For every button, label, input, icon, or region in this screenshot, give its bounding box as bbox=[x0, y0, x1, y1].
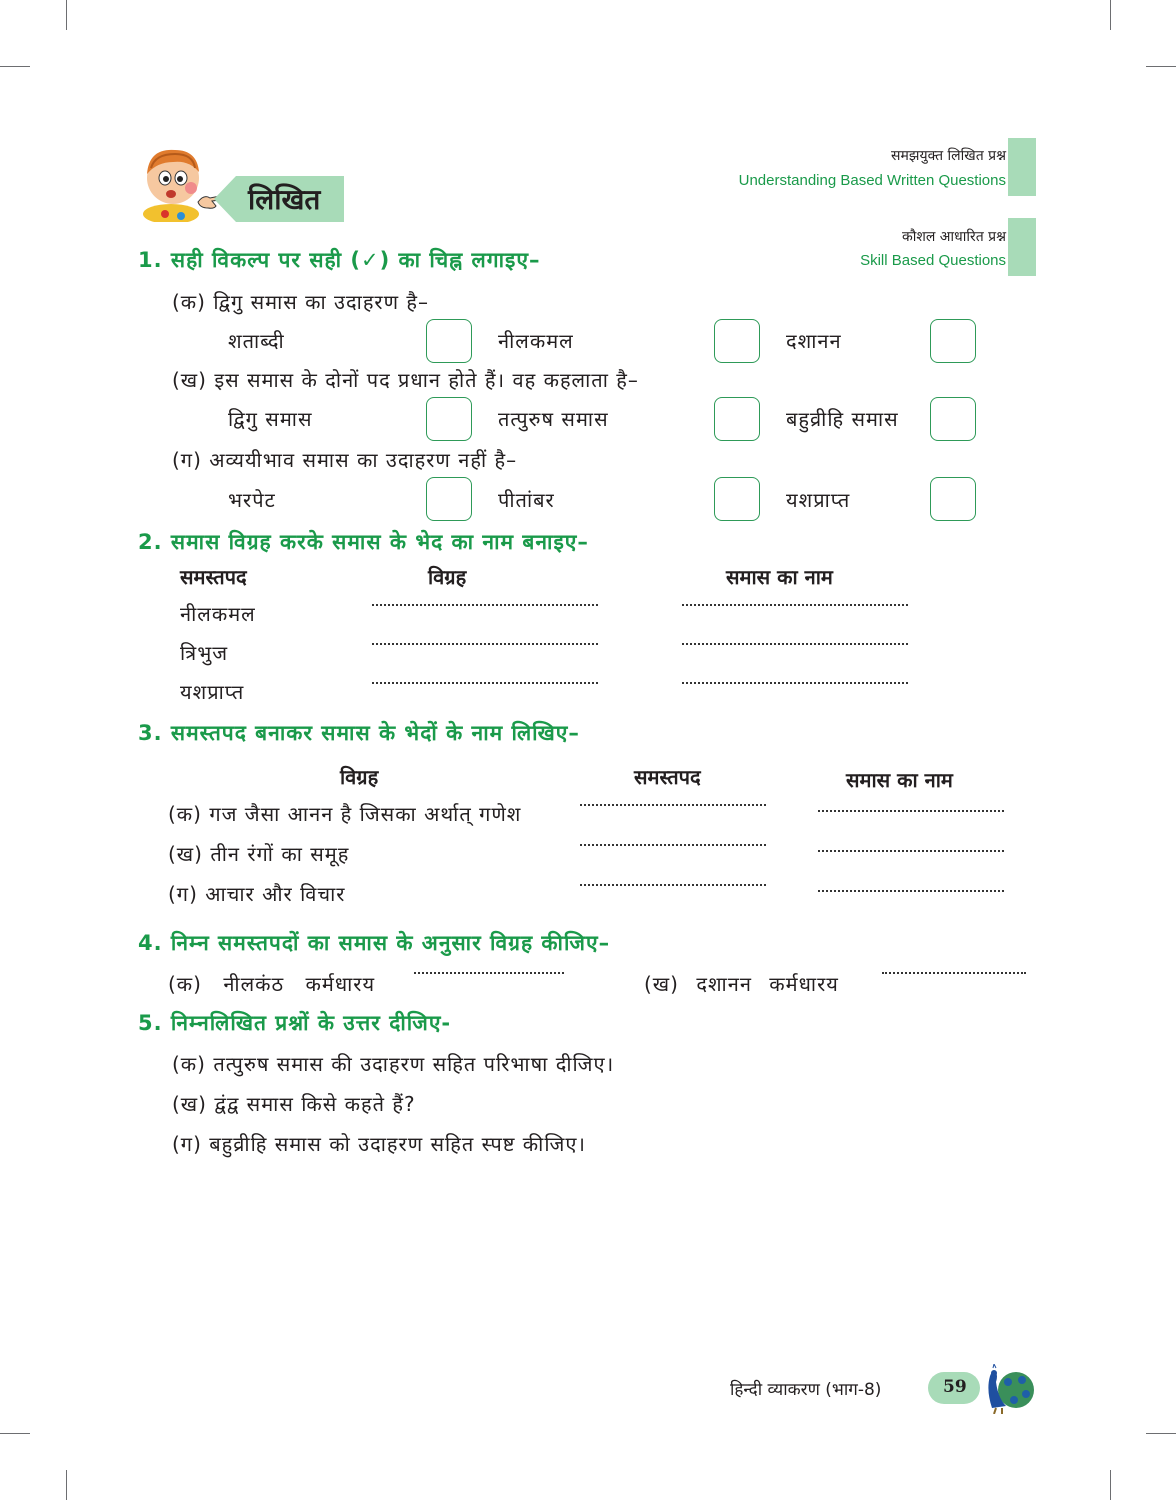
column-header: विग्रह bbox=[428, 565, 467, 589]
crop-mark bbox=[1110, 0, 1111, 30]
page-number: 59 bbox=[943, 1377, 967, 1397]
answer-blank[interactable] bbox=[682, 643, 908, 645]
table-row-phrase: (क) गज जैसा आनन है जिसका अर्थात् गणेश bbox=[168, 802, 522, 826]
answer-blank[interactable] bbox=[882, 972, 1026, 974]
answer-checkbox[interactable] bbox=[714, 477, 760, 521]
q4b-item: (ख) दशानन कर्मधारय bbox=[644, 972, 839, 996]
question-5-title: 5. निम्नलिखित प्रश्नों के उत्तर दीजिए- bbox=[138, 1011, 452, 1035]
crop-mark bbox=[0, 1433, 30, 1434]
crop-mark bbox=[66, 1470, 67, 1500]
tag-bar bbox=[1008, 138, 1036, 196]
answer-checkbox[interactable] bbox=[930, 477, 976, 521]
answer-blank[interactable] bbox=[372, 682, 598, 684]
peacock-icon bbox=[978, 1364, 1036, 1418]
answer-checkbox[interactable] bbox=[426, 397, 472, 441]
answer-blank[interactable] bbox=[682, 604, 908, 606]
crop-mark bbox=[0, 66, 30, 67]
option-label: द्विगु समास bbox=[228, 407, 313, 431]
question-1-title: 1. सही विकल्प पर सही (✓) का चिह्न लगाइए– bbox=[138, 248, 541, 272]
answer-blank[interactable] bbox=[682, 682, 908, 684]
tag-bar bbox=[1008, 218, 1036, 276]
answer-blank[interactable] bbox=[580, 884, 766, 886]
tag-skill-english: Skill Based Questions bbox=[860, 252, 1006, 269]
answer-checkbox[interactable] bbox=[714, 319, 760, 363]
crop-mark bbox=[1146, 66, 1176, 67]
section-title-banner bbox=[214, 176, 344, 222]
answer-blank[interactable] bbox=[372, 643, 598, 645]
option-label: शताब्दी bbox=[228, 329, 285, 353]
book-title: हिन्दी व्याकरण (भाग-8) bbox=[730, 1380, 882, 1400]
answer-checkbox[interactable] bbox=[930, 397, 976, 441]
table-row-word: नीलकमल bbox=[180, 602, 256, 626]
column-header: समस्तपद bbox=[634, 765, 701, 789]
q1c-label: (ग) अव्ययीभाव समास का उदाहरण नहीं है– bbox=[172, 448, 518, 472]
tag-understanding-hindi: समझयुक्त लिखित प्रश्न bbox=[891, 148, 1006, 164]
option-label: दशानन bbox=[786, 329, 842, 353]
table-row-word: यशप्राप्त bbox=[180, 680, 245, 704]
tag-skill-hindi: कौशल आधारित प्रश्न bbox=[901, 229, 1006, 245]
option-label: यशप्राप्त bbox=[786, 488, 851, 512]
option-label: पीतांबर bbox=[498, 488, 555, 512]
q4a-item: (क) नीलकंठ कर्मधारय bbox=[168, 972, 376, 996]
option-label: नीलकमल bbox=[498, 329, 574, 353]
q5-item: (ख) द्वंद्व समास किसे कहते हैं? bbox=[172, 1092, 416, 1116]
tag-understanding-english: Understanding Based Written Questions bbox=[738, 172, 1006, 189]
table-row-word: त्रिभुज bbox=[180, 641, 229, 665]
answer-blank[interactable] bbox=[580, 804, 766, 806]
q1a-label: (क) द्विगु समास का उदाहरण है– bbox=[172, 290, 430, 314]
answer-blank[interactable] bbox=[580, 844, 766, 846]
column-header: विग्रह bbox=[340, 765, 379, 789]
table-row-phrase: (ख) तीन रंगों का समूह bbox=[168, 842, 350, 866]
question-3-title: 3. समस्तपद बनाकर समास के भेदों के नाम लिखिए– bbox=[138, 721, 580, 745]
q5-item: (ग) बहुव्रीहि समास को उदाहरण सहित स्पष्ट कीजिए। bbox=[172, 1132, 586, 1156]
answer-checkbox[interactable] bbox=[426, 477, 472, 521]
answer-checkbox[interactable] bbox=[426, 319, 472, 363]
column-header: समस्तपद bbox=[180, 565, 247, 589]
option-label: तत्पुरुष समास bbox=[498, 407, 609, 431]
answer-blank[interactable] bbox=[818, 810, 1004, 812]
table-row-phrase: (ग) आचार और विचार bbox=[168, 882, 346, 906]
question-4-title: 4. निम्न समस्तपदों का समास के अनुसार विग्रह कीजिए– bbox=[138, 931, 611, 955]
q5-item: (क) तत्पुरुष समास की उदाहरण सहित परिभाषा दीजिए। bbox=[172, 1052, 615, 1076]
answer-blank[interactable] bbox=[818, 850, 1004, 852]
crop-mark bbox=[1146, 1433, 1176, 1434]
crop-mark bbox=[1110, 1470, 1111, 1500]
column-header: समास का नाम bbox=[726, 565, 833, 589]
answer-checkbox[interactable] bbox=[714, 397, 760, 441]
section-title: लिखित bbox=[248, 183, 321, 216]
option-label: बहुव्रीहि समास bbox=[786, 407, 899, 431]
answer-checkbox[interactable] bbox=[930, 319, 976, 363]
q1b-label: (ख) इस समास के दोनों पद प्रधान होते हैं। वह कहलाता है– bbox=[172, 368, 639, 392]
answer-blank[interactable] bbox=[414, 972, 564, 974]
column-header: समास का नाम bbox=[846, 768, 953, 792]
question-2-title: 2. समास विग्रह करके समास के भेद का नाम बनाइए– bbox=[138, 530, 589, 554]
option-label: भरपेट bbox=[228, 488, 276, 512]
crop-mark bbox=[66, 0, 67, 30]
answer-blank[interactable] bbox=[372, 604, 598, 606]
answer-blank[interactable] bbox=[818, 890, 1004, 892]
